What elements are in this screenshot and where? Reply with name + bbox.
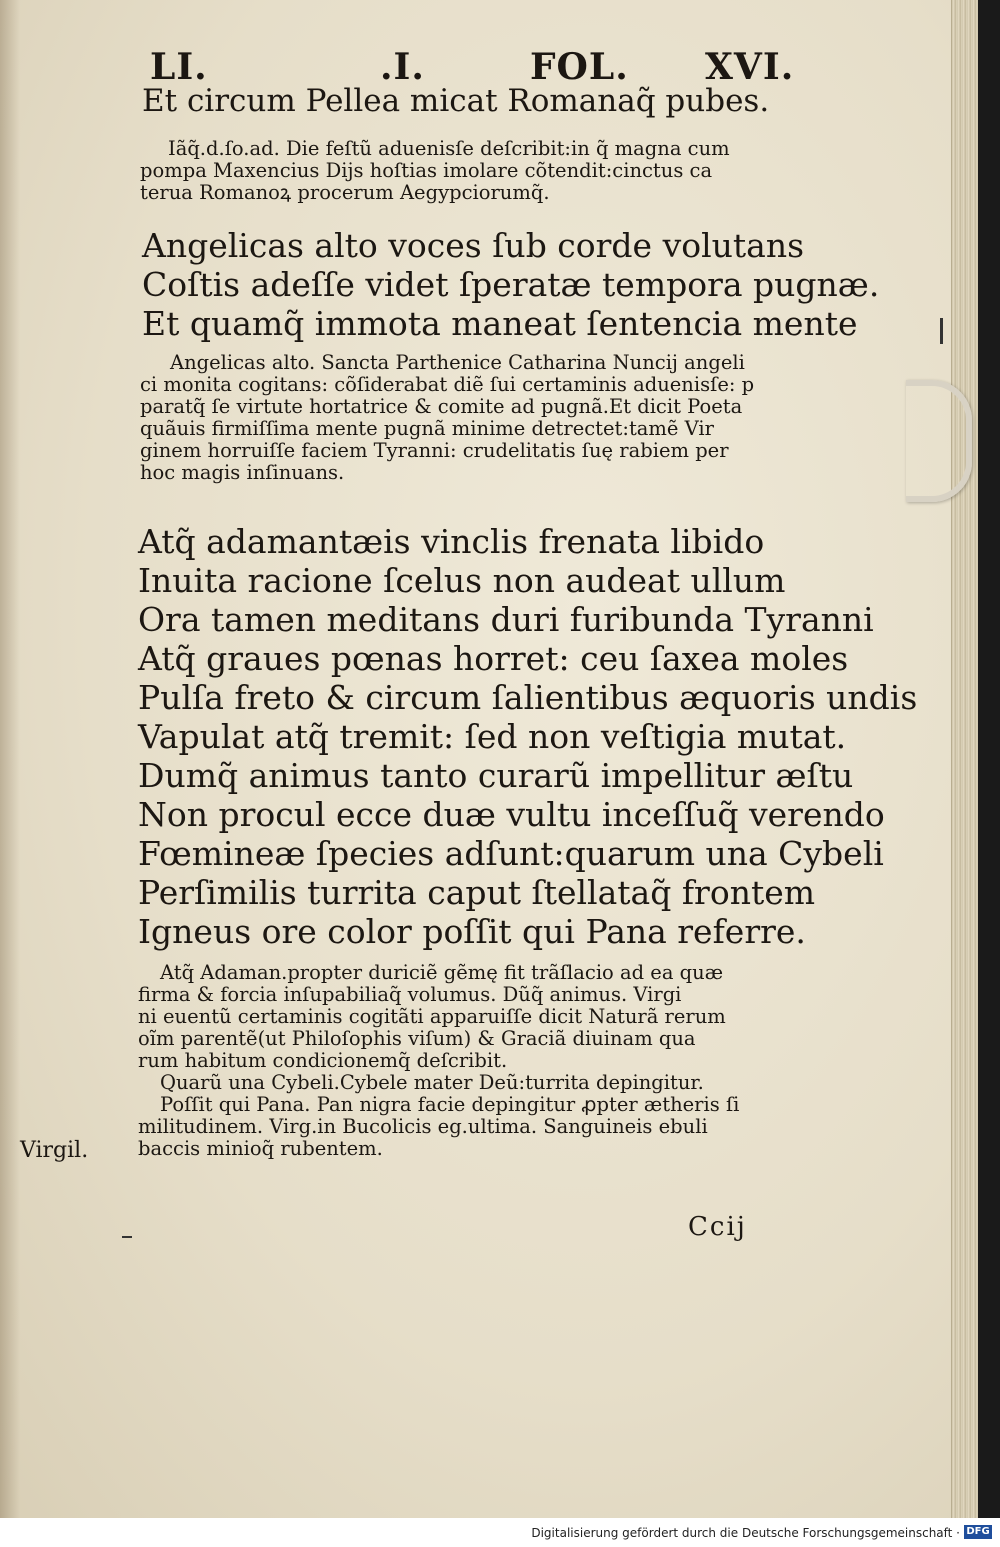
verse-line: Et circum Pellea micat Romanaq̃ pubes. <box>142 83 770 119</box>
verse-line: Igneus ore color poſſit qui Pana referre. <box>138 912 806 951</box>
commentary-block-1 <box>140 137 730 204</box>
commentary-line: Angelicas alto. Sancta Parthenice Catharina Nuncij angeli <box>170 351 745 374</box>
paper-clip <box>906 380 972 502</box>
signature-mark: Ccij <box>688 1212 747 1242</box>
page-edges <box>951 0 978 1518</box>
commentary-block-2 <box>140 351 755 484</box>
commentary-line: ci monita cogitans: cõſiderabat diẽ ſui certaminis aduenisſe: p <box>140 373 755 396</box>
commentary-line: terua Romanoꝝ procerum Aegypciorumq̃. <box>140 181 550 204</box>
verse-line: Et quamq̃ immota maneat ſentencia mente <box>142 304 858 343</box>
commentary-line: oĩm parentẽ(ut Philoſophis viſum) & Graciã diuinam qua <box>138 1027 696 1050</box>
verse-line: Atq̃ adamantæis vinclis frenata libido <box>138 522 765 561</box>
dfg-logo: DFG <box>964 1525 992 1539</box>
margin-dash <box>122 1236 132 1238</box>
commentary-line: ni euentũ certaminis cogitãti apparuiſſe dicit Naturã rerum <box>138 1005 726 1028</box>
verse-block-1 <box>142 226 879 343</box>
commentary-line: quãuis firmiſſima mente pugnã minime detrectet:tamẽ Vir <box>140 417 714 440</box>
commentary-line: Quarũ una Cybeli.Cybele mater Deũ:turrita depingitur. <box>160 1071 704 1094</box>
gutter-shadow <box>0 0 20 1518</box>
commentary-line: militudinem. Virg.in Bucolicis eg.ultima. Sanguineis ebuli <box>138 1115 708 1138</box>
margin-mark <box>940 318 943 344</box>
verse-line: Coſtis adeſſe videt ſperatæ tempora pugnæ. <box>142 265 880 304</box>
commentary-line: Poſſit qui Pana. Pan nigra facie depingitur ꝓpter ætheris ſi <box>160 1093 740 1116</box>
commentary-line: Atq̃ Adaman.propter duriciẽ gẽmę fit trãſlacio ad ea quæ <box>160 961 724 984</box>
verse-line: Atq̃ graues pœnas horret: ceu ſaxea moles <box>138 639 849 678</box>
commentary-block-3 <box>138 961 740 1160</box>
commentary-line: hoc magis inſinuans. <box>140 461 345 484</box>
commentary-line: pompa Maxencius Dijs hoſtias imolare cõtendit:cinctus ca <box>140 159 713 182</box>
commentary-line: baccis minioq̃ rubentem. <box>138 1137 383 1160</box>
verse-line: Vapulat atq̃ tremit: ſed non veſtigia mutat. <box>138 717 847 756</box>
header-middle: .I. <box>380 46 425 88</box>
folio-number: XVI. <box>705 46 795 88</box>
margin-note: Virgil. <box>20 1138 89 1163</box>
verse-line: Angelicas alto voces ſub corde volutans <box>142 226 805 265</box>
commentary-line: firma & forcia inſupabiliaq̃ volumus. Dũq̃ animus. Virgi <box>138 983 682 1006</box>
footer-credit: Digitalisierung gefördert durch die Deutsche Forschungsgemeinschaft · <box>531 1526 960 1540</box>
footer-bar <box>0 1518 1000 1547</box>
commentary-line: paratq̃ ſe virtute hortatrice & comite ad pugnã.Et dicit Poeta <box>140 395 743 418</box>
verse-line: Perſimilis turrita caput ſtellataq̃ frontem <box>138 873 816 912</box>
verse-line: Fœmineæ ſpecies adſunt:quarum una Cybeli <box>138 834 884 873</box>
header-left: LI. <box>150 46 208 88</box>
verse-block-2 <box>138 522 917 951</box>
verse-line: Non procul ecce duæ vultu inceſſuq̃ verendo <box>138 795 885 834</box>
commentary-line: ginem horruiſſe faciem Tyranni: crudelitatis ſuę rabiem per <box>140 439 729 462</box>
verse-line: Ora tamen meditans duri furibunda Tyranni <box>138 600 874 639</box>
commentary-line: Iãq̃.d.ſo.ad. Die feſtũ aduenisſe deſcribit:in q̃ magna cum <box>168 137 730 160</box>
verse-line: Pulſa freto & circum ſalientibus æquoris undis <box>138 678 918 717</box>
verse-line: Inuita racione ſcelus non audeat ullum <box>138 561 786 600</box>
header-fol: FOL. <box>530 46 629 88</box>
commentary-line: rum habitum condicionemq̃ deſcribit. <box>138 1049 508 1072</box>
verse-line: Dumq̃ animus tanto curarũ impellitur æſtu <box>138 756 854 795</box>
